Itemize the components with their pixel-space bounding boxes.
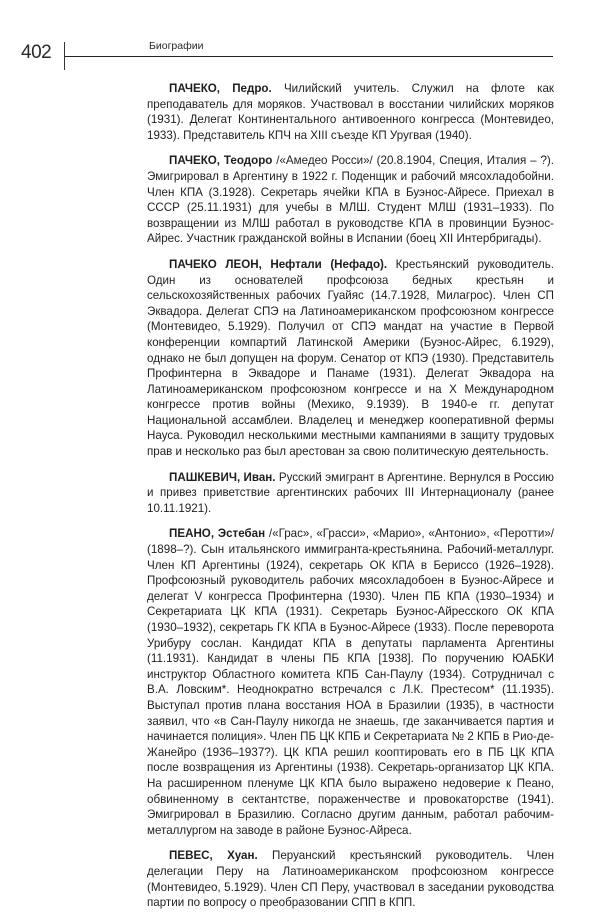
entry-name: ПЕВЕС, Хуан. — [169, 849, 258, 863]
entry-text: /«Амедео Росси»/ (20.8.1904, Специя, Италия – ?). Эмигрировал в Аргентину в 1922 г. Поденщик и рабочий мясохладобойни. Член КПА (3.1928). Секретарь ячейки КПА в Буэнос-Айресе. Приехал в СССР (25.11.1931) для учебы в МЛШ. Студент МЛШ (1931–1933). По возвращении из МЛШ работал в руководстве КПА в провинции Буэнос-Айрес. Участник гражданской войны в Испании (боец XII Интербригады). — [147, 154, 554, 246]
entry-pacheco-teodoro — [147, 153, 554, 247]
biography-entries — [147, 81, 554, 921]
page-number: 402 — [21, 42, 52, 63]
entry-peves-juan — [147, 848, 554, 910]
entry-text: /«Грас», «Грасси», «Марио», «Антонио», «Перотти»/ (1898–?). Сын итальянского иммигранта-крестьянина. Рабочий-металлург. Член КП Аргентины (1924), секретарь ОК КПА в Бериссо (1926–1928). Профсоюзный руководитель рабочих мясохладобоен в Буэнос-Айресе и делегат V конгресса Профинтерна (1930). Член ПБ КПА (1930–1934) и Секретариата ЦК КПА (1931). Секретарь Буэнос-Айресского ОК КПА (1930–1932), секретарь ГК КПА в Буэнос-Айресе (1933). После переворота Урибуру сослан. Кандидат КПА в депутаты парламента Аргентины (11.1931). Кандидат в члены ПБ КПА [1938]. По поручению ЮАБКИ инструктор Областного комитета КПБ Сан-Паулу (1934). Сотрудничал с В.А. Ловским*. Неоднократно встречался с Л.К. Престесом* (11.1935). Выступал против плана восстания НОА в Бразилии (1935), в частности заявил, что «в Сан-Паулу никогда не знаешь, где заканчивается партия и начинается полиция». Член ПБ ЦК КПБ и Секретариата № 2 КПБ в Рио-де-Жанейро (1936–1937?). ЦК КПА решил кооптировать его в ПБ ЦК КПА после возвращения из Аргентины (1938). Секретарь-организатор ЦК КПА. На расширенном пленуме ЦК КПА было выражено недоверие к Пеано, обвиненному в сектантстве, пораженчестве и провокаторстве (1941). Эмигрировал в Бразилию. Согласно другим данным, работал рабочим-металлургом на заводе в районе Буэнос-Айреса. — [147, 527, 554, 837]
entry-text: Крестьянский руководитель. Один из основателей профсоюза бедных крестьян и сельскохозяйственных рабочих Гуайяс (14.7.1928, Милагрос). Член СП Эквадора. Делегат СПЭ на Латиноамериканском профсоюзном конгрессе (Монтевидео, 5.1929). Получил от СПЭ мандат на участие в Первой конференции компартий Латинской Америки (Буэнос-Айрес, 6.1929), однако не был допущен на форум. Сенатор от КПЭ (1930). Представитель Профинтерна в Эквадоре и Панаме (1931). Делегат Эквадора на Латиноамериканском профсоюзном конгрессе и на X Международном конгрессе против войны (Мехико, 9.1939). В 1940-е гг. депутат Национальной ассамблеи. Владелец и менеджер кооперативной фермы Науса. Руководил несколькими местными кампаниями в защиту трудовых прав и несколько раз был арестован за свою политическую деятельность. — [147, 257, 554, 459]
running-head: Биографии — [149, 40, 204, 52]
entry-text: Русский эмигрант в Аргентине. Вернулся в Россию и привез приветствие аргентинских рабочих III Интернационалу (ранее 10.11.1921). — [147, 470, 554, 515]
entry-text: Чилийский учитель. Служил на флоте как преподаватель для моряков. Участвовал в восстании чилийских моряков (1931). Делегат Континентального антивоенного конгресса (Монтевидео, 1933). Представитель КПЧ на XIII съезде КП Уругвая (1940). — [147, 82, 554, 142]
entry-name: ПАЧЕКО ЛЕОН, Нефтали (Нефадо). — [169, 257, 388, 271]
entry-text: Перуанский крестьянский руководитель. Член делегации Перу на Латиноамериканском профсоюзном конгрессе (Монтевидео, 5.1929). Член СП Перу, участвовал в заседании руководства партии по вопросу о преобразовании СПП в КПП. — [147, 849, 554, 910]
entry-name: ПЕАНО, Эстебан — [169, 527, 266, 541]
entry-name: ПАЧЕКО, Теодоро — [169, 154, 273, 168]
entry-peano-esteban — [147, 526, 554, 838]
entry-name: ПАЧЕКО, Педро. — [169, 82, 272, 95]
entry-pashkevich-ivan — [147, 470, 554, 517]
entry-pacheco-pedro — [147, 81, 554, 143]
entry-pacheco-leon-neftali — [147, 257, 554, 460]
header-rule — [65, 56, 553, 57]
entry-name: ПАШКЕВИЧ, Иван. — [169, 470, 276, 484]
